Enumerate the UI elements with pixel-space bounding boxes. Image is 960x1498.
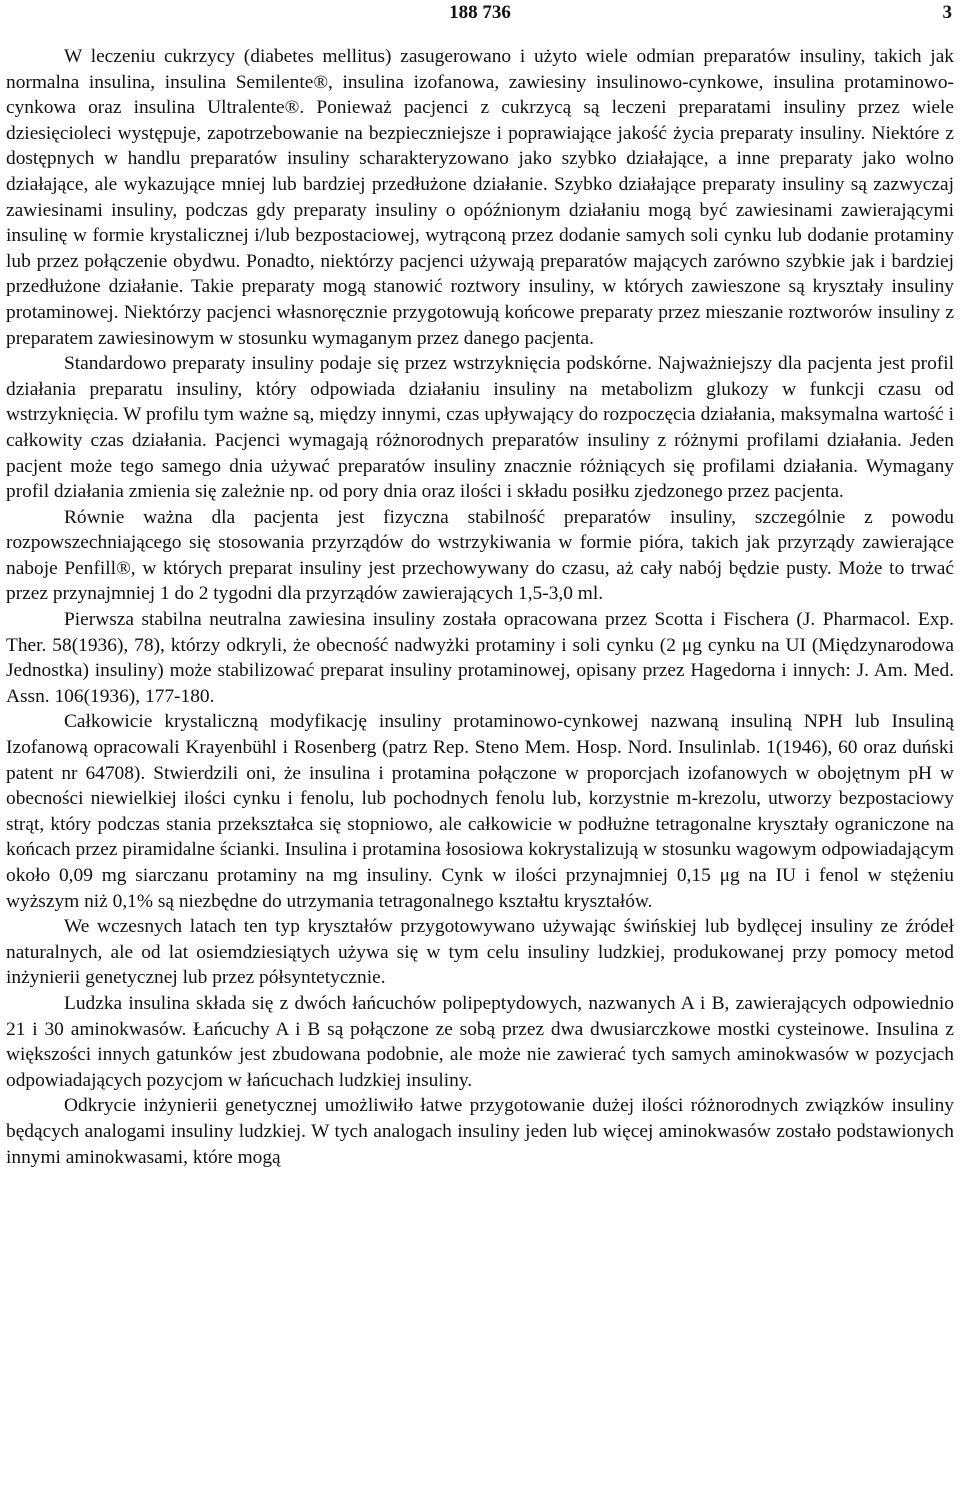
paragraph-2: Standardowo preparaty insuliny podaje się przez wstrzyknięcia podskórne. Najważniejszy dla pacjenta jest profil działania preparatu insuliny, który odpowiada działaniu insuliny na metabolizm glukozy w funkcji czasu od wstrzyknięcia. W profilu tym ważne są, między innymi, czas upływający do rozpoczęcia działania, maksymalna wartość i całkowity czas działania. Pacjenci wymagają różnorodnych preparatów insuliny z różnymi profilami działania. Jeden pacjent może tego samego dnia używać preparatów insuliny znacznie różniących się profilami działania. Wymagany profil działania zmienia się zależnie np. od pory dnia oraz ilości i składu posiłku zjedzonego przez pacjenta. [6,353,954,503]
paragraph-6: We wczesnych latach ten typ kryształów przygotowywano używając świńskiej lub bydlęcej insuliny ze źródeł naturalnych, ale od lat osiemdziesiątych używa się w tym celu insuliny ludzkiej, produkowanej przy pomocy metod inżynierii genetycznej lub przez półsyntetycznie. [6,916,954,989]
paragraph-5: Całkowicie krystaliczną modyfikację insuliny protaminowo-cynkowej nazwaną insuliną NPH lub Insuliną Izofanową opracowali Krayenbühl i Rosenberg (patrz Rep. Steno Mem. Hosp. Nord. Insulinlab. 1(1946), 60 oraz duński patent nr 64708). Stwierdzili oni, że insulina i protamina połączone w proporcjach izofanowych w obojętnym pH w obecności niewielkiej ilości cynku i fenolu, lub pochodnych fenolu lub, korzystnie m-krezolu, utworzy bezpostaciowy strąt, który podczas stania przekształca się stopniowo, ale całkowicie w podłużne tetragonalne kryształy ograniczone na końcach przez piramidalne ścianki. Insulina i protamina łososiowa kokrystalizują w stosunku wagowym odpowiadającym około 0,09 mg siarczanu protaminy na mg insuliny. Cynk w ilości przynajmniej 0,15 μg na IU i fenol w stężeniu wyższym niż 0,1% są niezbędne do utrzymania tetragonalnego kształtu kryształów. [6,711,954,912]
paragraph-8: Odkrycie inżynierii genetycznej umożliwiło łatwe przygotowanie dużej ilości różnorodnych związków insuliny będących analogami insuliny ludzkiej. W tych analogach insuliny jeden lub więcej aminokwasów zostało podstawionych innymi aminokwasami, które mogą [6,1095,954,1168]
paragraph-3: Równie ważna dla pacjenta jest fizyczna stabilność preparatów insuliny, szczególnie z powodu rozpowszechniającego się stosowania przyrządów do wstrzykiwania w formie pióra, takich jak przyrządy zawierające naboje Penfill®, w których preparat insuliny jest przechowywany do czasu, aż cały nabój będzie pusty. Może to trwać przez przynajmniej 1 do 2 tygodni dla przyrządów zawierających 1,5-3,0 ml. [6,506,954,605]
page-header [0,2,960,28]
paragraph-1: W leczeniu cukrzycy (diabetes mellitus) zasugerowano i użyto wiele odmian preparatów insuliny, takich jak normalna insulina, insulina Semilente®, insulina izofanowa, zawiesiny insulinowo-cynkowe, insulina protaminowo-cynkowa oraz insulina Ultralente®. Ponieważ pacjenci z cukrzycą są leczeni preparatami insuliny przez wiele dziesięcioleci występuje, zapotrzebowanie na bezpieczniejsze i poprawiające jakość życia preparaty insuliny. Niektóre z dostępnych w handlu preparatów insuliny scharakteryzowano jako szybko działające, a inne preparaty jako wolno działające, ale wykazujące mniej lub bardziej przedłużone działanie. Szybko działające preparaty insuliny są zazwyczaj zawiesinami insuliny, podczas gdy preparaty insuliny o opóźnionym działaniu mogą być zawiesinami zawierającymi insulinę w formie krystalicznej i/lub bezpostaciowej, wytrąconą przez dodanie samych soli cynku lub dodanie protaminy lub przez połączenie obydwu. Ponadto, niektórzy pacjenci używają preparatów mających zarówno szybkie jak i bardziej przedłużone działanie. Takie preparaty mogą stanowić roztwory insuliny, w których zawieszone są kryształy insuliny protaminowej. Niektórzy pacjenci własnoręcznie przygotowują końcowe preparaty przez mieszanie roztworów insuliny z preparatem zawiesinowym w stosunku wymaganym przez danego pacjenta. [6,46,954,349]
paragraph-7: Ludzka insulina składa się z dwóch łańcuchów polipeptydowych, nazwanych A i B, zawierających odpowiednio 21 i 30 aminokwasów. Łańcuchy A i B są połączone ze sobą przez dwa dwusiarczkowe mostki cysteinowe. Insulina z większości innych gatunków jest zbudowana podobnie, ale może nie zawierać tych samych aminokwasów w pozycjach odpowiadających pozycjom w łańcuchach ludzkiej insuliny. [6,992,954,1091]
document-number: 188 736 [449,2,511,23]
page-number: 3 [942,2,952,23]
document-body [6,44,954,1170]
paragraph-4: Pierwsza stabilna neutralna zawiesina insuliny została opracowana przez Scotta i Fischera (J. Pharmacol. Exp. Ther. 58(1936), 78), którzy odkryli, że obecność nadwyżki protaminy i soli cynku (2 μg cynku na UI (Międzynarodowa Jednostka) insuliny) może stabilizować preparat insuliny protaminowej, opisany przez Hagedorna i innych: J. Am. Med. Assn. 106(1936), 177-180. [6,609,954,707]
